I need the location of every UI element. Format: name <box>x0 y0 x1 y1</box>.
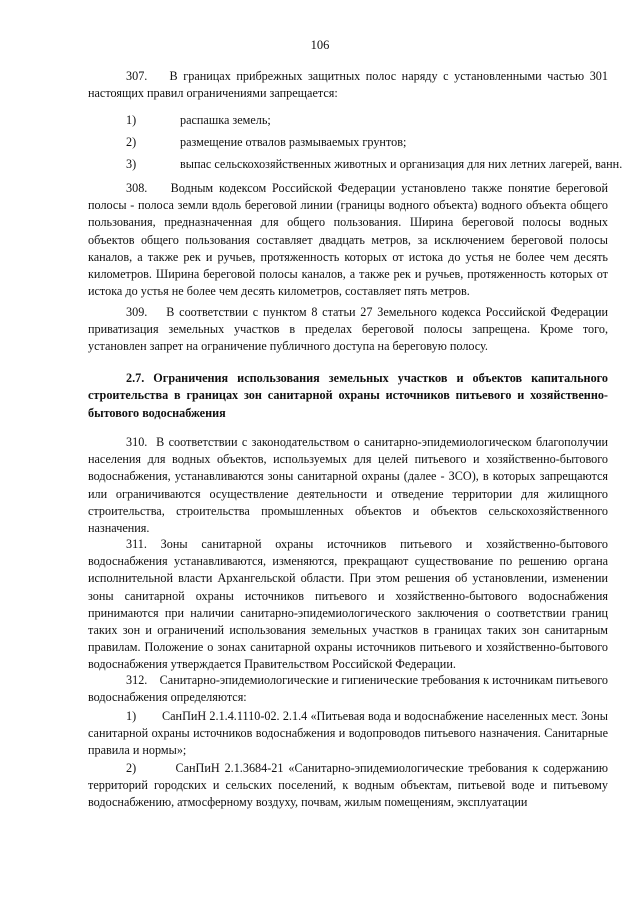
paragraph-310: 310. В соответствии с законодательством о санитарно-эпидемиологическом благополучии населения для водных объектов, используемых для целей питьевого и хозяйственно-бытового водоснабжения, устанавливаются зоны санитарной охраны (далее - ЗСО), в которых запрещаются или ограничиваются осуществление деятельности и отведение территории для жилищного строительства, строительства промышленных объектов и объектов сельскохозяйственного назначения. <box>88 435 608 536</box>
list-item-number: 3) <box>126 157 137 171</box>
list-item-number: 2) <box>126 135 137 149</box>
list-item-number: 1) <box>126 113 137 127</box>
section-heading: 2.7. Ограничения использования земельных участков и объектов капитального строительства в границах зон санитарной охраны источников питьевого и хозяйственно-бытового водоснабжения <box>88 371 608 420</box>
paragraph-308: 308. Водным кодексом Российской Федерации установлено также понятие береговой полосы - полоса земли вдоль береговой линии (границы водного объекта) водного объекта общего пользования, предназначенная для общего пользования. Ширина береговой полосы водных объектов общего пользования составляет двадцать метров, за исключением береговой полосы каналов, а также рек и ручьев, протяженность которых от истока до устья не более чем десять километров. Ширина береговой полосы каналов, а также рек и ручьев, протяженность которых от истока до устья не более чем десять километров, составляет пять метров. <box>88 181 608 299</box>
paragraph-312-item-1: 1) СанПиН 2.1.4.1110-02. 2.1.4 «Питьевая вода и водоснабжение населенных мест. Зоны санитарной охраны источников водоснабжения и водопроводов питьевого назначения. Санитарные правила и нормы»; <box>88 709 608 758</box>
paragraph-309: 309. В соответствии с пунктом 8 статьи 27 Земельного кодекса Российской Федерации приватизация земельных участков в пределах береговой полосы запрещена. Кроме того, установлен запрет на ограничение публичного доступа на береговую полосу. <box>88 305 608 354</box>
paragraph-311: 311. Зоны санитарной охраны источников питьевого и хозяйственно-бытового водоснабжения устанавливаются, изменяются, прекращают существование по решению органа исполнительной власти Архангельской области. При этом решения об установлении, изменении зоны санитарной охраны источников питьевого и хозяйственно-бытового водоснабжения принимаются при наличии санитарно-эпидемиологического заключения о соответствии границ таких зон и ограничений использования земельных участков в границах таких зон санитарным правилам. Положение о зонах санитарной охраны источников питьевого и хозяйственно-бытового водоснабжения утверждается Правительством Российской Федерации. <box>88 537 608 672</box>
page-number: 106 <box>310 38 330 52</box>
paragraph-312-item-2: 2) СанПиН 2.1.3684-21 «Санитарно-эпидемиологические требования к содержанию территорий городских и сельских поселений, к водным объектам, питьевой воде и питьевому водоснабжению, атмосферному воздуху, почвам, жилым помещениям, эксплуатации <box>88 761 608 810</box>
paragraph-312: 312. Санитарно-эпидемиологические и гигиенические требования к источникам питьевого водоснабжения определяются: <box>88 673 608 705</box>
list-item-text: выпас сельскохозяйственных животных и организация для них летних лагерей, ванн. <box>180 157 623 171</box>
paragraph-307: 307. В границах прибрежных защитных полос наряду с установленными частью 301 настоящих правил ограничениями запрещается: <box>88 69 608 101</box>
list-item-text: распашка земель; <box>180 113 271 127</box>
list-item-text: размещение отвалов размываемых грунтов; <box>180 135 407 149</box>
